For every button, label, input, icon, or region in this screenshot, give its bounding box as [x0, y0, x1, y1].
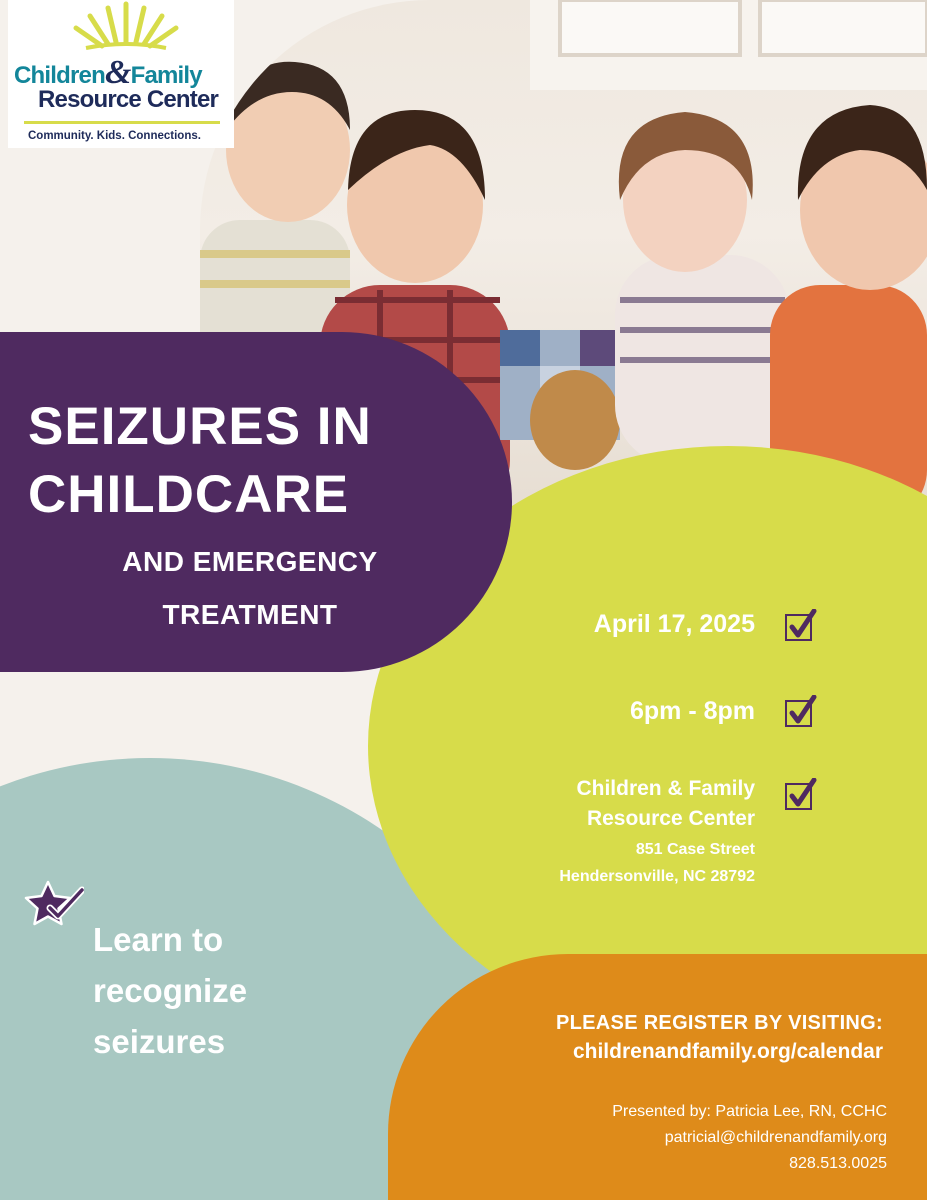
checkbox-check-icon — [784, 609, 817, 642]
star-check-icon — [20, 876, 84, 934]
organization-logo — [8, 0, 234, 148]
checkbox-check-icon — [784, 778, 817, 811]
address-line2: Hendersonville, NC 28792 — [559, 868, 755, 885]
title-line2: CHILDCARE — [28, 465, 350, 524]
register-heading: PLEASE REGISTER BY VISITING: — [556, 1012, 883, 1034]
contact-phone: 828.513.0025 — [789, 1155, 887, 1172]
address-line1: 851 Case Street — [635, 841, 755, 858]
learn-line3: seizures — [93, 1023, 226, 1060]
logo-divider — [24, 121, 220, 124]
presenter-text: Presented by: Patricia Lee, RN, CCHC — [612, 1103, 887, 1120]
contact-email-link[interactable]: patricial@childrenandfamily.org — [664, 1129, 887, 1146]
learn-line1: Learn to — [93, 921, 224, 958]
title-line1: SEIZURES IN — [28, 397, 372, 456]
logo-name-line1: Children&Family — [14, 54, 202, 91]
event-subtitle — [0, 535, 500, 641]
checkbox-check-icon — [784, 695, 817, 728]
event-time: 6pm - 8pm — [629, 697, 755, 725]
subtitle-line2: TREATMENT — [162, 599, 338, 630]
event-title — [28, 393, 372, 529]
event-date: April 17, 2025 — [593, 610, 755, 638]
sun-rays-icon — [66, 0, 186, 52]
register-link[interactable]: childrenandfamily.org/calendar — [572, 1040, 883, 1063]
learn-text — [93, 914, 247, 1067]
venue-line1: Children & Family — [576, 777, 755, 800]
subtitle-line1: AND EMERGENCY — [122, 546, 378, 577]
event-address — [559, 836, 755, 890]
venue-line2: Resource Center — [586, 807, 755, 830]
learn-line2: recognize — [93, 972, 248, 1009]
logo-name-line2: Resource Center — [38, 86, 219, 113]
logo-tagline: Community. Kids. Connections. — [28, 130, 201, 142]
event-venue — [576, 774, 755, 834]
